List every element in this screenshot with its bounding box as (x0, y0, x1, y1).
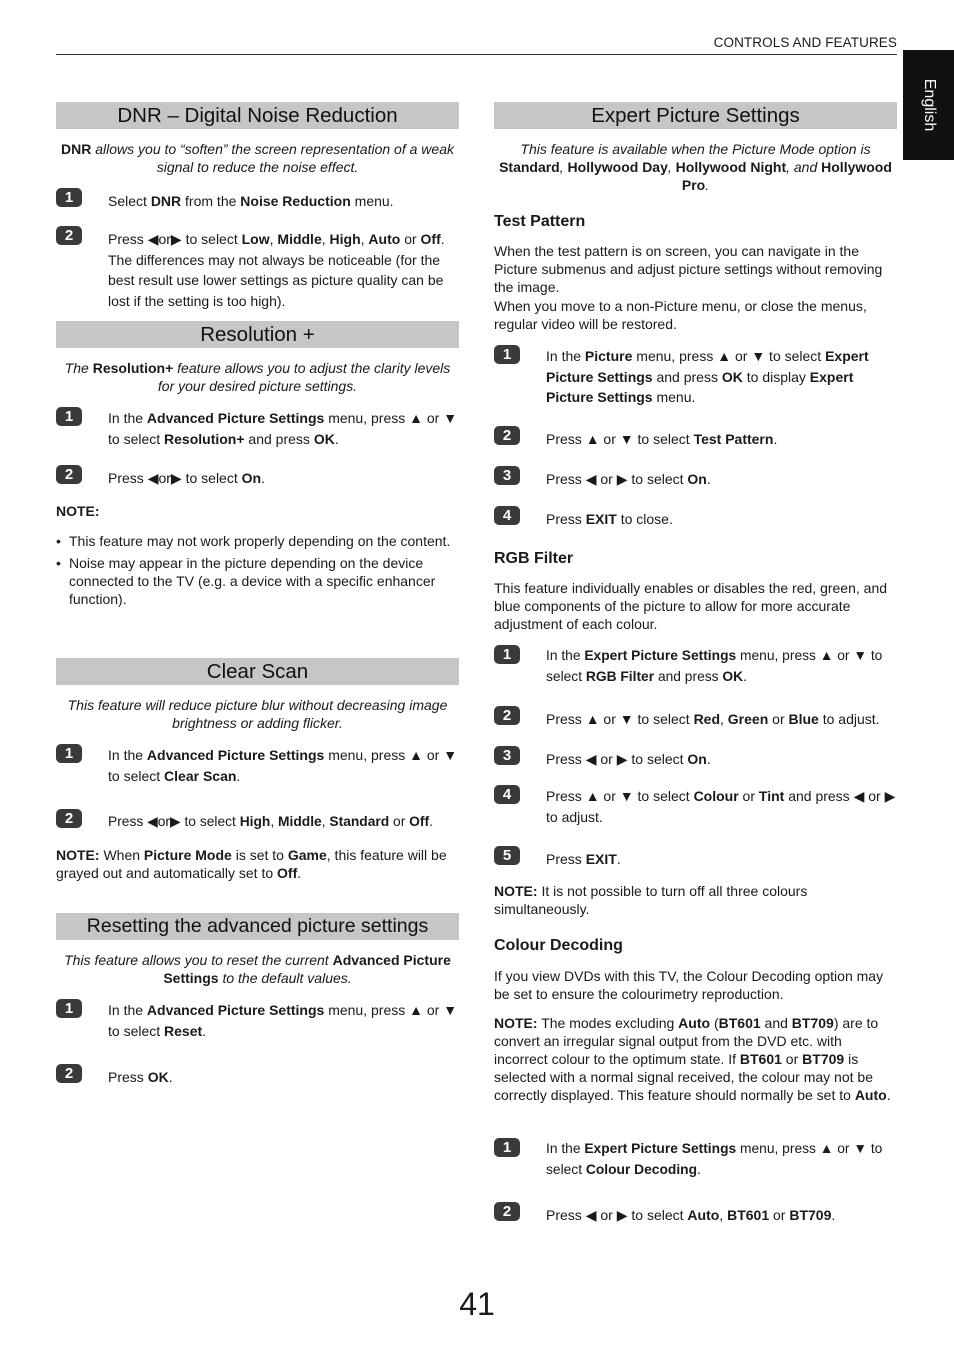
colour-decoding-step-2 (494, 1202, 897, 1242)
step-text: Press EXIT to close. (546, 511, 673, 527)
test-pattern-para-2: When you move to a non-Picture menu, or close the menus, regular video will be restored. (494, 298, 867, 332)
step-text: Select DNR from the Noise Reduction menu. (108, 193, 394, 209)
rgb-filter-heading: RGB Filter (494, 550, 574, 567)
dnr-step-2 (56, 226, 459, 309)
left-arrow-icon: ◀ (585, 1207, 597, 1223)
right-arrow-icon: ▶ (616, 1207, 628, 1223)
step-number: 1 (56, 407, 82, 426)
right-arrow-icon: ▶ (170, 470, 182, 486)
step-number: 4 (494, 506, 520, 525)
dnr-title: DNR – Digital Noise Reduction (56, 102, 459, 129)
down-arrow-icon: ▼ (443, 747, 458, 763)
step-number: 5 (494, 846, 520, 865)
right-arrow-icon: ▶ (884, 788, 896, 804)
step-text: In the Advanced Picture Settings menu, press ▲ or ▼ to select Reset. (108, 1002, 458, 1039)
rgb-filter-step-2 (494, 706, 897, 746)
step-text: Press ◀ or ▶ to select On. (546, 471, 711, 487)
step-number: 2 (56, 226, 82, 245)
reset-intro: This feature allows you to reset the current Advanced Picture Settings to the default values. (64, 952, 451, 986)
up-arrow-icon: ▲ (585, 431, 600, 447)
resolution-note-label: NOTE: (56, 503, 100, 519)
right-arrow-icon: ▶ (616, 751, 628, 767)
down-arrow-icon: ▼ (443, 410, 458, 426)
clear-scan-title: Clear Scan (56, 658, 459, 685)
step-text: In the Picture menu, press ▲ or ▼ to select Expert Picture Settings and press OK to display Expert Picture Settings menu. (546, 348, 869, 405)
step-number: 1 (56, 999, 82, 1018)
right-arrow-icon: ▶ (170, 231, 182, 247)
step-text: Press ◀or▶ to select High, Middle, Standard or Off. (108, 814, 433, 829)
step-number: 1 (494, 1138, 520, 1157)
down-arrow-icon: ▼ (443, 1002, 458, 1018)
up-arrow-icon: ▲ (409, 1002, 423, 1018)
resolution-step-2 (56, 465, 459, 505)
test-pattern-step-4 (494, 506, 897, 546)
down-arrow-icon: ▼ (619, 431, 634, 447)
step-number: 2 (56, 809, 82, 828)
step-number: 1 (56, 744, 82, 763)
dnr-intro: DNR allows you to “soften” the screen representation of a weak signal to reduce the noise effect. (61, 141, 454, 175)
left-arrow-icon: ◀ (585, 751, 597, 767)
step-number: 1 (494, 645, 520, 664)
left-arrow-icon: ◀ (585, 471, 597, 487)
left-arrow-icon: ◀ (147, 814, 158, 829)
resolution-intro: The Resolution+ feature allows you to adjust the clarity levels for your desired picture settings. (64, 360, 451, 394)
colour-decoding-para: If you view DVDs with this TV, the Colour Decoding option may be set to ensure the colourimetry reproduction. (494, 968, 884, 1002)
clear-scan-step-2 (56, 809, 459, 849)
left-arrow-icon: ◀ (147, 470, 159, 486)
step-text: Press EXIT. (546, 851, 621, 867)
up-arrow-icon: ▲ (409, 410, 423, 426)
up-arrow-icon: ▲ (409, 747, 423, 763)
expert-title: Expert Picture Settings (494, 102, 897, 129)
clear-scan-step-1 (56, 744, 459, 784)
header-section-label: CONTROLS AND FEATURES (713, 35, 897, 50)
right-arrow-icon: ▶ (616, 471, 628, 487)
left-arrow-icon: ◀ (147, 231, 159, 247)
reset-title: Resetting the advanced picture settings (56, 913, 459, 940)
reset-step-1 (56, 999, 459, 1039)
step-number: 4 (494, 785, 520, 804)
step-text: In the Expert Picture Settings menu, press ▲ or ▼ to select Colour Decoding. (546, 1141, 883, 1177)
step-text: Press ◀or▶ to select On. (108, 470, 265, 486)
test-pattern-step-3 (494, 466, 897, 506)
step-text: Press ◀ or ▶ to select Auto, BT601 or BT709. (546, 1207, 836, 1223)
step-text: In the Advanced Picture Settings menu, press ▲ or ▼ to select Resolution+ and press OK. (108, 410, 458, 447)
step-text: In the Expert Picture Settings menu, press ▲ or ▼ to select RGB Filter and press OK. (546, 648, 883, 684)
test-pattern-heading: Test Pattern (494, 213, 586, 230)
up-arrow-icon: ▲ (585, 788, 600, 804)
step-text: Press OK. (108, 1069, 173, 1085)
rgb-filter-para: This feature individually enables or disables the red, green, and blue components of the picture to allow for more accurate adjustment of each colour. (494, 580, 888, 632)
language-tab-label: English (920, 78, 938, 132)
resolution-step-1 (56, 407, 459, 447)
note-item: • This feature may not work properly depending on the content. (56, 532, 459, 550)
step-text: Press ◀ or ▶ to select On. (546, 751, 711, 767)
step-text: In the Advanced Picture Settings menu, press ▲ or ▼ to select Clear Scan. (108, 747, 458, 784)
rgb-filter-step-4 (494, 785, 897, 825)
step-number: 2 (56, 465, 82, 484)
dnr-step-1 (56, 188, 459, 228)
down-arrow-icon: ▼ (619, 788, 634, 804)
header-rule (56, 54, 897, 55)
down-arrow-icon: ▼ (853, 648, 868, 663)
rgb-filter-step-1 (494, 645, 897, 685)
step-text: Press ▲ or ▼ to select Colour or Tint and press ◀ or ▶ to adjust. (546, 788, 896, 825)
up-arrow-icon: ▲ (819, 648, 834, 663)
clear-scan-intro: This feature will reduce picture blur without decreasing image brightness or adding flicker. (67, 697, 448, 731)
test-pattern-step-1 (494, 345, 897, 405)
step-text: Press ◀or▶ to select Low, Middle, High, Auto or Off. The differences may not always be noticeable (for the best result use lower settings as picture quality can be lost if the setting is too high). (108, 231, 445, 309)
step-text: Press ▲ or ▼ to select Red, Green or Blue to adjust. (546, 711, 880, 727)
resolution-note-list (56, 532, 459, 612)
step-number: 3 (494, 746, 520, 765)
colour-decoding-heading: Colour Decoding (494, 937, 623, 954)
down-arrow-icon: ▼ (751, 348, 766, 364)
note-item: • Noise may appear in the picture depending on the device connected to the TV (e.g. a device with a specific enhancer function). (56, 554, 459, 608)
step-number: 2 (494, 706, 520, 725)
step-number: 1 (494, 345, 520, 364)
expert-intro: This feature is available when the Picture Mode option is Standard, Hollywood Day, Hollywood Night, and Hollywood Pro. (499, 141, 892, 193)
test-pattern-para-1: When the test pattern is on screen, you can navigate in the Picture submenus and adjust picture settings without removing the image. (494, 243, 883, 295)
step-number: 2 (56, 1064, 82, 1083)
down-arrow-icon: ▼ (619, 711, 634, 727)
step-text: Press ▲ or ▼ to select Test Pattern. (546, 431, 778, 447)
test-pattern-step-2 (494, 426, 897, 466)
clear-scan-note: NOTE: When Picture Mode is set to Game, this feature will be grayed out and automatically set to Off. (56, 847, 447, 881)
up-arrow-icon: ▲ (717, 348, 732, 364)
step-number: 1 (56, 188, 82, 207)
up-arrow-icon: ▲ (585, 711, 600, 727)
colour-decoding-note: NOTE: The modes excluding Auto (BT601 and BT709) are to convert an irregular signal output from the DVD etc. with incorrect colour to the optimum state. If BT601 or BT709 is selected with a normal signal received, the colour may not be correctly displayed. This feature should normally be set to Auto. (494, 1015, 891, 1103)
resolution-title: Resolution + (56, 321, 459, 348)
rgb-filter-step-5 (494, 846, 897, 886)
step-number: 3 (494, 466, 520, 485)
up-arrow-icon: ▲ (819, 1141, 834, 1156)
reset-step-2 (56, 1064, 459, 1104)
left-arrow-icon: ◀ (853, 788, 865, 804)
page-number: 41 (459, 1286, 495, 1322)
rgb-filter-note: NOTE: It is not possible to turn off all three colours simultaneously. (494, 883, 808, 917)
step-number: 2 (494, 1202, 520, 1221)
colour-decoding-step-1 (494, 1138, 897, 1178)
step-number: 2 (494, 426, 520, 445)
right-arrow-icon: ▶ (170, 814, 181, 829)
down-arrow-icon: ▼ (853, 1141, 868, 1156)
rgb-filter-step-3 (494, 746, 897, 786)
language-tab (903, 50, 954, 160)
